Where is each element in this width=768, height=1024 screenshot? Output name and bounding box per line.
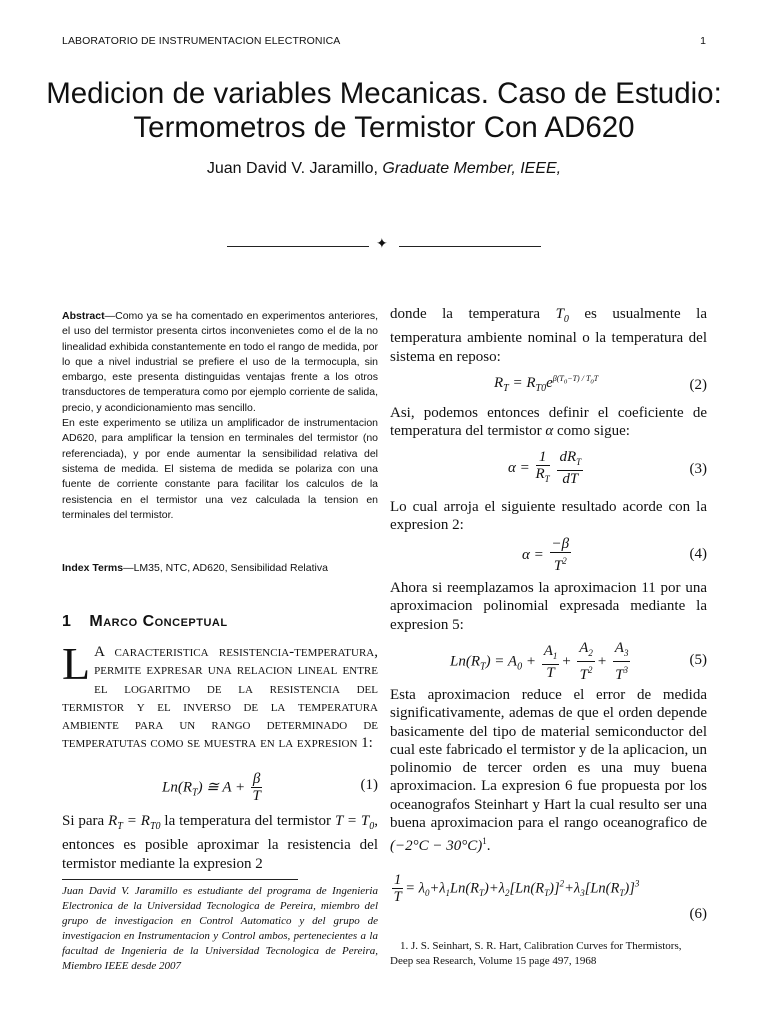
paragraph-ahora: Ahora si reemplazamos la aproximacion 11 por una aproximacion polinomial expresada mediante la expresion 5: [390,580,707,633]
paragraph-lo-cual: Lo cual arroja el siguiente resultado acorde con la expresion 2: [390,499,707,534]
oceanographic-range: (−2°C − 30°C) [390,838,483,855]
section-heading [62,613,378,631]
abstract [62,309,378,523]
ornament-star-icon: ✦ [376,237,388,252]
equation-4: α = $\frac{-\beta}{T^2}$ (4) [522,536,707,574]
equation-2: $R_T = R_{T0}e^{\beta(T_0-T) / T_0T}$ (2) [494,374,707,394]
section-title: Marco Conceptual [89,613,228,630]
intro-text: A caracteristica resistencia-temperatura, permite expresar una relacion lineal entre el logaritmo de la resistencia del termistor y el inverso de la temperatura ambiente para un rango determinado de temperatutas como se muestra en la expresion 1: [62,644,378,752]
equation-1: $Ln(R_T)$ ≅ A + $\frac{\beta}{T}$ (1) [162,771,378,804]
paragraph-si-para: Si para $R_T = R_{T0}$ la temperatura del termistor $T = T_0$, entonces es posible aproximar la resistencia del termistor mediante la expresion 2 [62,813,379,872]
author-name: Juan David V. Jaramillo, [206,160,378,177]
index-terms-label: Index Terms [62,562,124,574]
intro-paragraph [62,638,378,753]
title-ornament [227,239,541,253]
index-terms-text: —LM35, NTC, AD620, Sensibilidad Relativa [123,562,328,574]
abstract-paragraph-2: En este experimento se utiliza un amplificador de instrumentacion AD620, para amplificar la tension en terminales del termistor (no referenciada), y por ende aumentar la sensibilidad relativa del sistema de medida. El sistema de medida se polariza con una fuente de corriente constante para facilitar los calculos de la resistencia en el termistor una vez calculada la tension en terminales del termistor. [62,417,378,521]
equation-1-label: (1) [360,777,378,793]
abstract-label: Abstract [62,310,105,322]
equation-3-label: (3) [689,461,707,477]
abstract-paragraph-1: —Como ya se ha comentado en experimentos anteriores, el uso del termistor presenta cirtos inconvenietes como el de la no linealidad exhibida constantemente en todo el rango de medida, por lo que a nivel industrial se prefiere el uso de la termocupla, sin embargo, este presenta distinguidas ventajas frente a los otros transductores de temperatura como por ejemplo corriente de salida, precio, y acondicionamiento mas sencillo. [62,310,378,414]
page-number: 1 [700,35,706,47]
equation-4-label: (4) [689,546,707,562]
footnote-rule [62,879,298,880]
author-affiliation: Graduate Member, IEEE, [382,160,562,177]
reference-footnote: 1. J. S. Seinhart, S. R. Hart, Calibration Curves for Thermistors, Deep sea Research, Volume 15 page 497, 1968 [390,940,682,967]
equation-5: $Ln(R_T) = A_0$ + $\frac{A_1}{T}$ + $\frac{A_2}{T^2}$ + $\frac{A_3}{T^3}$ (5) [450,640,707,683]
author-footnote: Juan David V. Jaramillo es estudiante del programa de Ingenieria Electronica de la Universidad Tecnologica de Pereira, miembro del grupo de investigacion en Control Automatico y del grupo de investigacion en Instrumentacion y Control ambos, pertenecientes a la facultad de Ingenieria de la Universidad Tecnologica de Pereira, Miembro IEEE desde 2007 [62,885,378,972]
equation-6-label: (6) [689,906,707,922]
paper-title: Medicion de variables Mecanicas. Caso de Estudio: Termometros de Termistor Con AD620 [46,77,722,144]
paragraph-donde: donde la temperatura $T_0$ es usualmente la temperatura ambiente nominal o la temperatura del sistema en reposo: [390,306,707,365]
equation-2-label: (2) [689,377,707,393]
index-terms [62,561,378,576]
equation-6: $\frac{1}{T}$ = $\lambda_0+\lambda_1Ln(R_T)+\lambda_2[Ln(R_T)]^2+\lambda_3[Ln(R_T)]^3$ (6) [393,872,707,922]
section-number: 1 [62,613,72,630]
paragraph-esta: Esta aproximacion reduce el error de medida significativamente, ademas de que el orden depende basicamente del tipo de material semiconductor del cual este fabricado el termistor y de la aplicacion, un polinomio de tercer orden es una muy buena aproximacion. La expresion 6 fue propuesta por los oceanografos Steinhart y Hart la cual resulto ser una buena aproximacion para el rango oceanografico de $(-2^\circ C - 30^\circ C)^1$. [390,687,707,855]
author-line [40,160,728,178]
running-head: LABORATORIO DE INSTRUMENTACION ELECTRONICA [62,35,341,47]
footnote-mark: 1 [482,836,487,847]
dropcap: L [62,638,91,689]
equation-3: α = $\frac{1}{R_T}$ $\frac{dR_T}{dT}$ (3) [508,449,707,487]
paragraph-asi: Asi, podemos entonces definir el coeficiente de temperatura del termistor α como sigue: [390,405,707,440]
equation-5-label: (5) [689,652,707,668]
